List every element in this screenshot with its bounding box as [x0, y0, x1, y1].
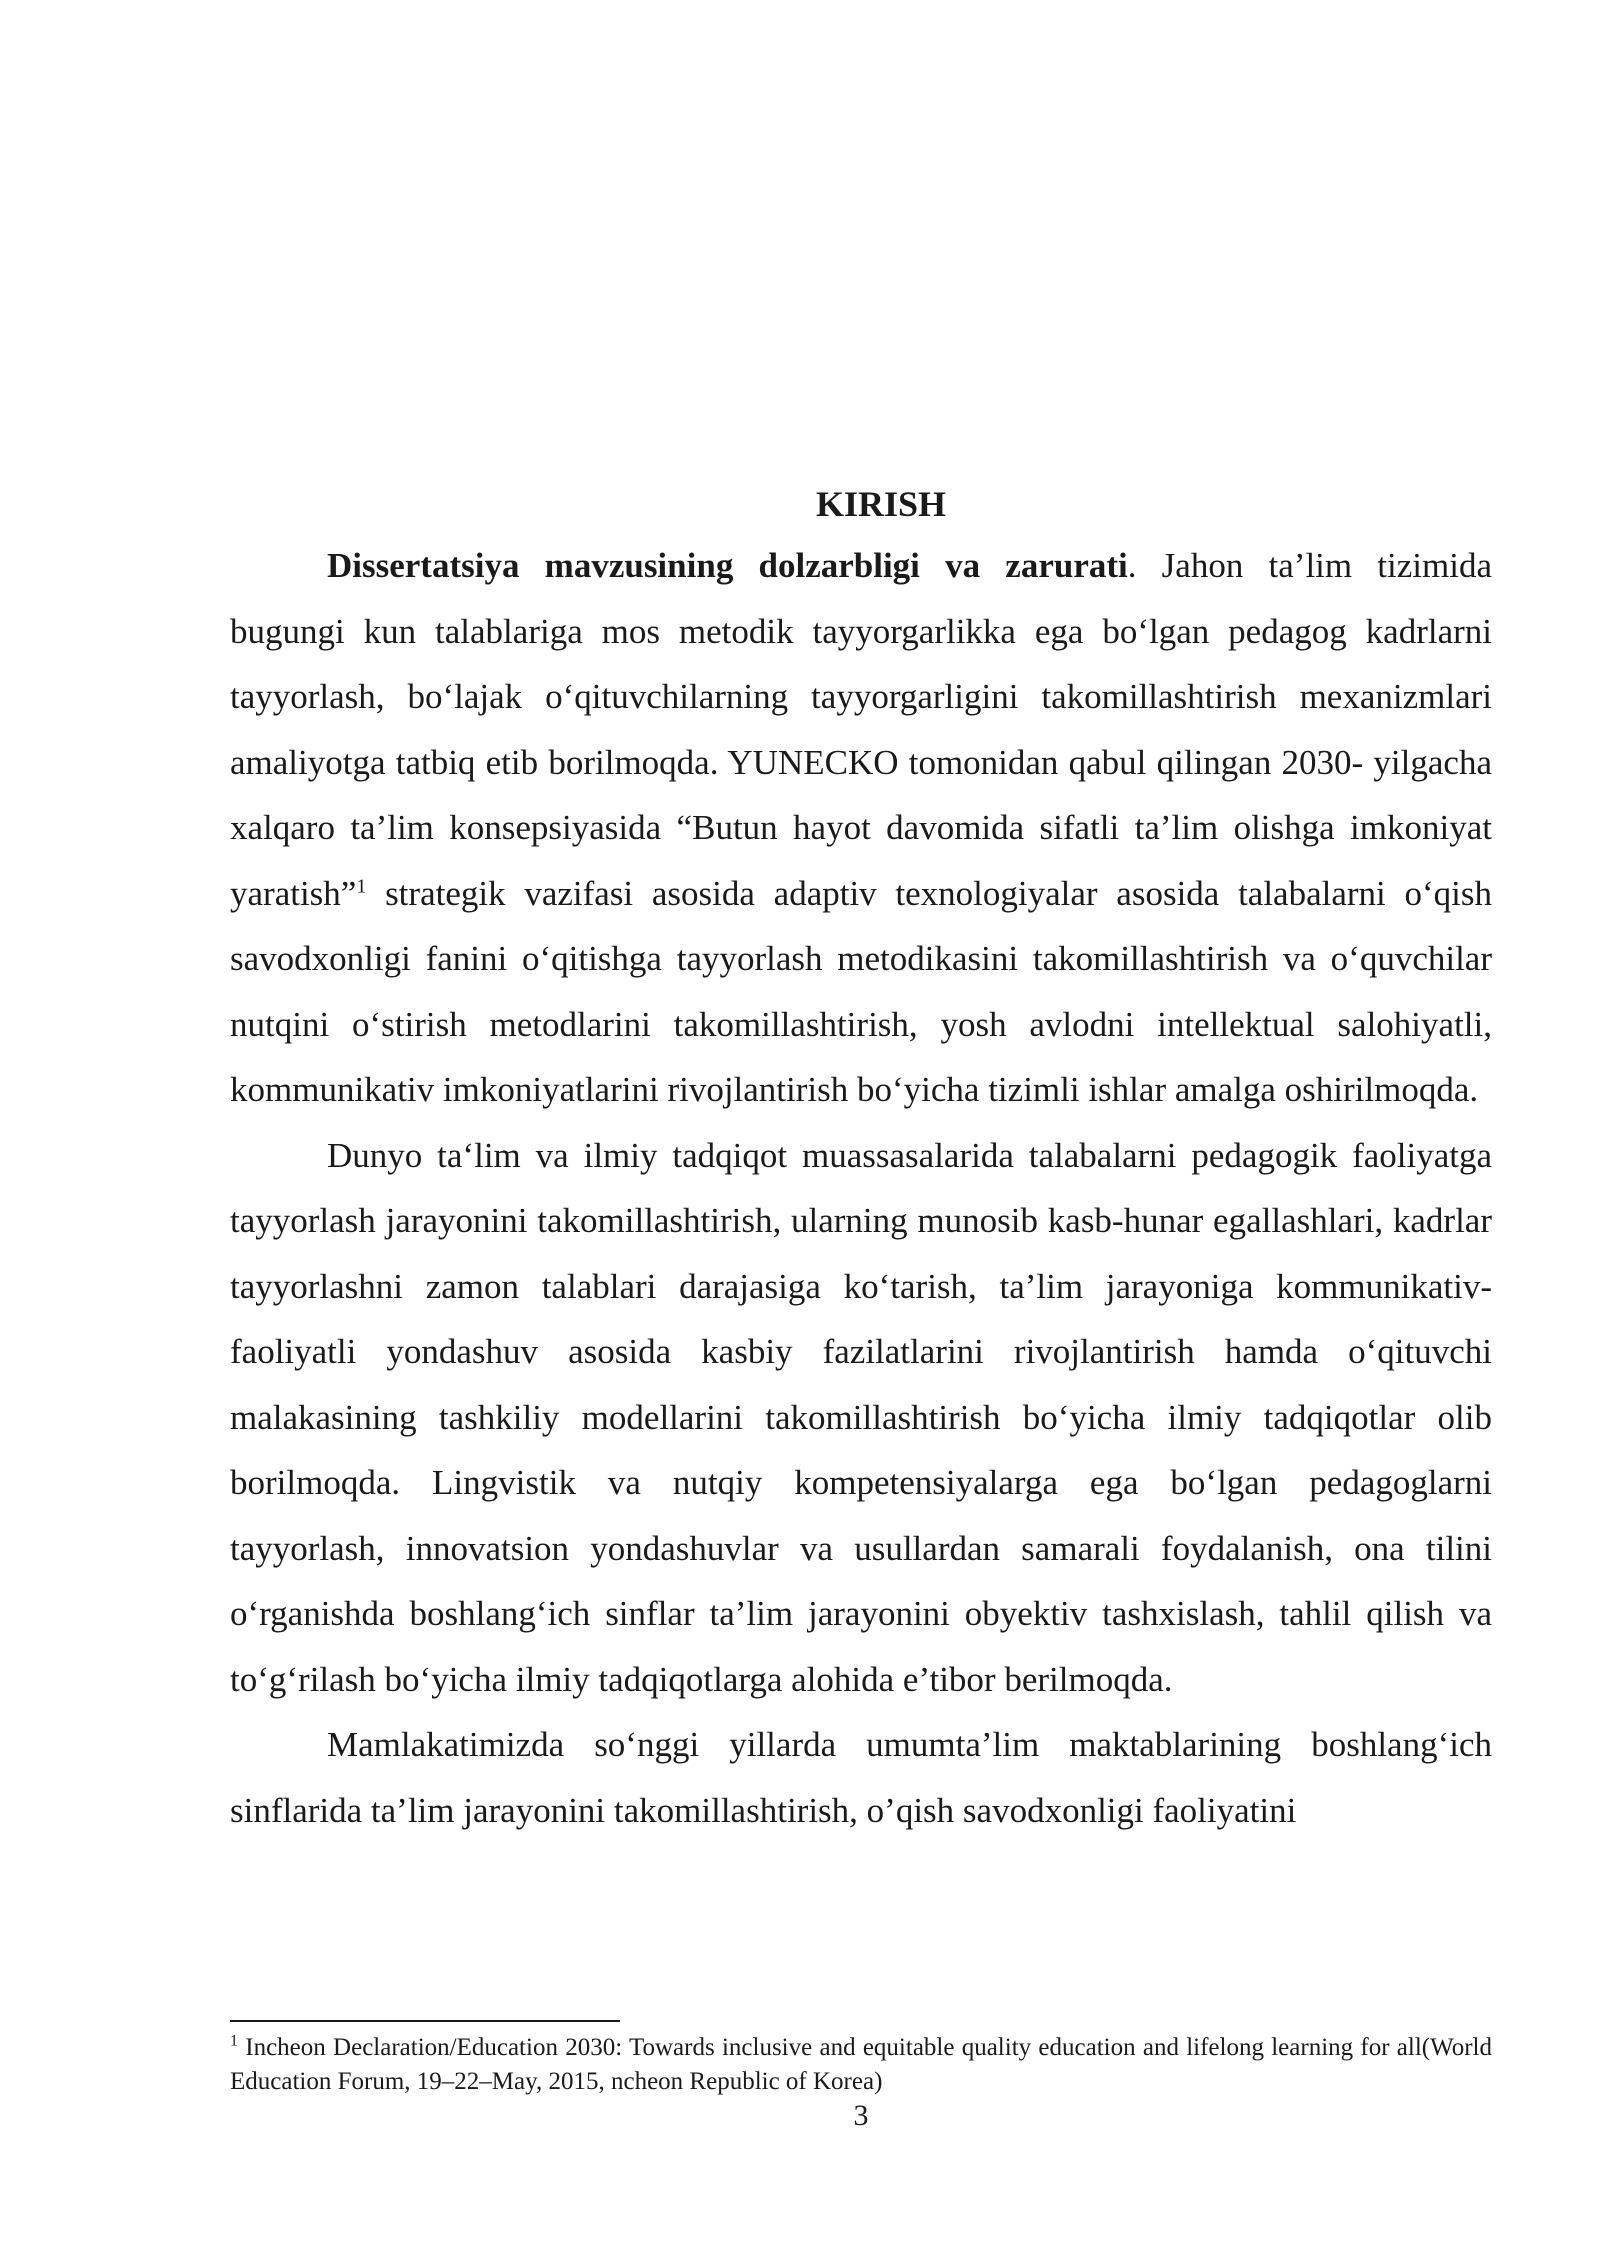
footnote-separator [230, 2020, 620, 2022]
paragraph-1 [230, 533, 1492, 1123]
footnote-reference[interactable]: 1 [356, 874, 367, 897]
paragraph-text: . Jahon ta’lim tizimida bugungi kun talablariga mos metodik tayyorgarlikka ega bo‘lgan pedagog kadrlarni tayyorlash, bo‘lajak o‘qituvchilarning tayyorgarligini takomillashtirish mexanizmlari amaliyotga tatbiq etib borilmoqda. YUNECKO tomonidan qabul qilingan 2030- yilgacha xalqaro ta’lim konsepsiyasida “Butun hayot davomida sifatli ta’lim olishga imkoniyat yaratish” [230, 546, 1492, 913]
paragraph-text: strategik vazifasi asosida adaptiv texnologiyalar asosida talabalarni o‘qish savodxonligi fanini o‘qitishga tayyorlash metodikasini takomillashtirish va o‘quvchilar nutqini o‘stirish metodlarini takomillashtirish, yosh avlodni intellektual salohiyatli, kommunikativ imkoniyatlarini rivojlantirish bo‘yicha tizimli ishlar amalga oshirilmoqda. [230, 873, 1492, 1109]
section-heading: KIRISH [815, 484, 947, 524]
page-number: 3 [853, 2099, 869, 2132]
footnote [230, 2031, 1492, 2099]
page-body [230, 475, 1492, 1843]
paragraph-lead: Dissertatsiya mavzusining dolzarbligi va zarurati [327, 546, 1128, 585]
footnote-text: Incheon Declaration/Education 2030: Towards inclusive and equitable quality education and lifelong learning for all(World Education Forum, 19–22–May, 2015, ncheon Republic of Korea) [230, 2034, 1492, 2095]
paragraph-3: Mamlakatimizda so‘nggi yillarda umumta’lim maktablarining boshlang‘ich sinflarida ta’lim jarayonini takomillashtirish, o’qish savodxonligi faoliyatini [230, 1725, 1492, 1830]
paragraph-2: Dunyo ta‘lim va ilmiy tadqiqot muassasalarida talabalarni pedagogik faoliyatga tayyorlash jarayonini takomillashtirish, ularning munosib kasb-hunar egallashlari, kadrlar tayyorlashni zamon talablari darajasiga ko‘tarish, ta’lim jarayoniga kommunikativ-faoliyatli yondashuv asosida kasbiy fazilatlarini rivojlantirish hamda o‘qituvchi malakasining tashkiliy modellarini takomillashtirish bo‘yicha ilmiy tadqiqotlar olib borilmoqda. Lingvistik va nutqiy kompetensiyalarga ega bo‘lgan pedagoglarni tayyorlash, innovatsion yondashuvlar va usullardan samarali foydalanish, ona tilini o‘rganishda boshlang‘ich sinflar ta’lim jarayonini obyektiv tashxislash, tahlil qilish va to‘g‘rilash bo‘yicha ilmiy tadqiqotlarga alohida e’tibor berilmoqda. [230, 1135, 1492, 1699]
footnote-marker: 1 [230, 2032, 238, 2050]
